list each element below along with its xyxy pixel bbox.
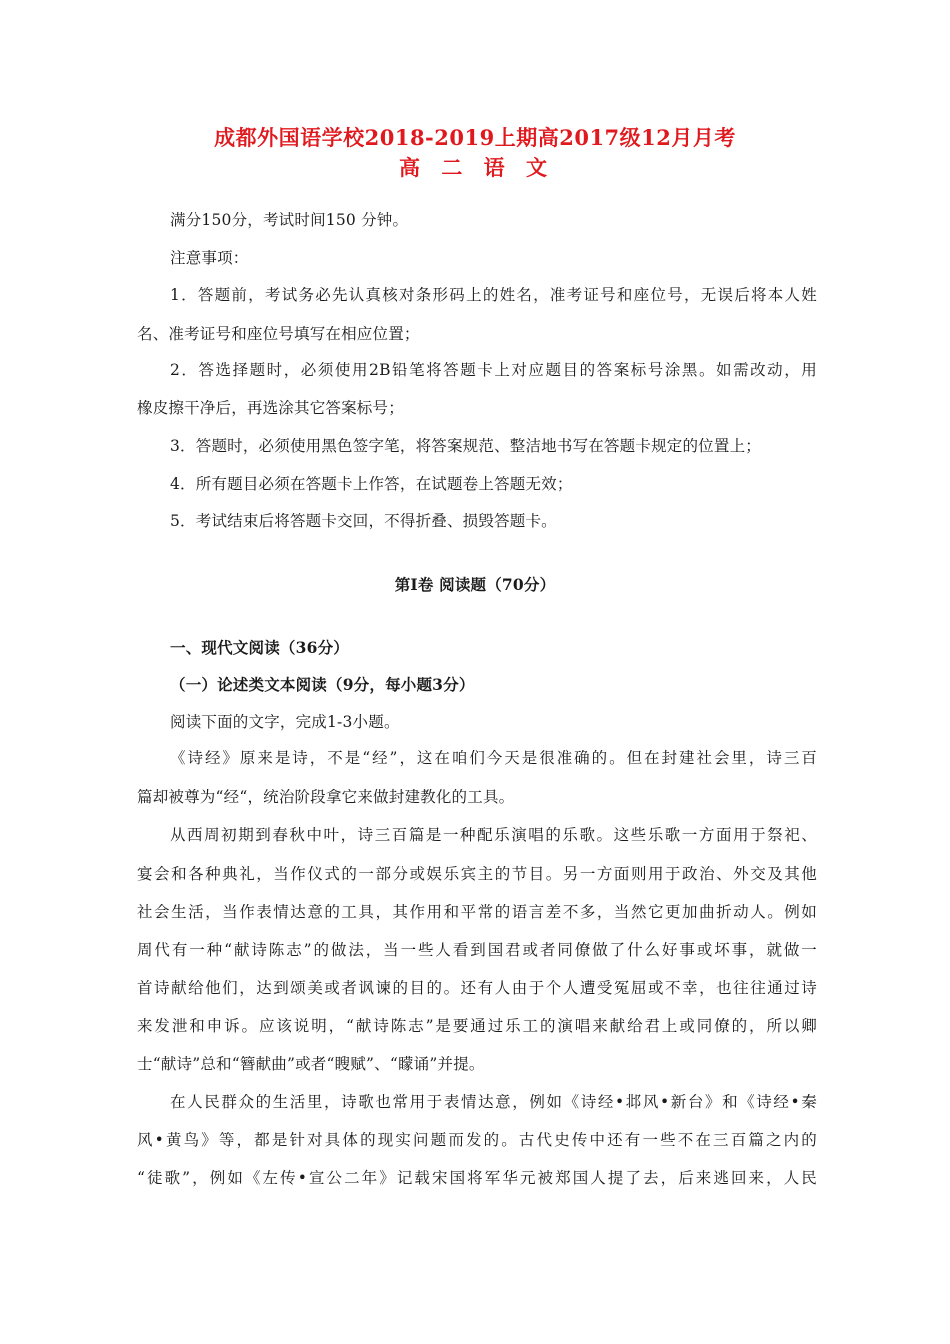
passage-paragraph-2-line-1: 从西周初期到春秋中叶，诗三百篇是一种配乐演唱的乐歌。这些乐歌一方面用于祭祀、 xyxy=(170,826,817,844)
reading-directions: 阅读下面的文字，完成1-3小题。 xyxy=(170,713,400,731)
volume-heading: 第Ⅰ卷 阅读题（70分） xyxy=(394,575,556,594)
passage-paragraph-2-line-6: 来发泄和申诉。应该说明，“献诗陈志”是要通过乐工的演唱来献给君上或同僚的，所以卿 xyxy=(137,1017,817,1035)
passage-paragraph-2-line-2: 宴会和各种典礼，当作仪式的一部分或娱乐宾主的节目。另一方面则用于政治、外交及其他 xyxy=(137,865,817,883)
part-heading: 一、现代文阅读（36分） xyxy=(170,638,349,657)
passage-paragraph-3-line-1: 在人民群众的生活里，诗歌也常用于表情达意，例如《诗经•邶风•新台》和《诗经•秦 xyxy=(170,1093,817,1111)
passage-paragraph-1-line-2: 篇却被尊为“经“，统治阶段拿它来做封建教化的工具。 xyxy=(137,788,515,806)
passage-paragraph-2-line-7: 士“献诗”总和“簪献曲”或者“瞍赋”、“矇诵”并提。 xyxy=(137,1055,485,1073)
subpart-heading: （一）论述类文本阅读（9分，每小题3分） xyxy=(170,675,475,694)
passage-paragraph-3-line-2: 风•黄鸟》等，都是针对具体的现实问题而发的。古代史传中还有一些不在三百篇之内的 xyxy=(137,1131,817,1149)
note-item-1-line-1: 1．答题前，考试务必先认真核对条形码上的姓名，准考证号和座位号，无误后将本人姓 xyxy=(170,286,817,304)
note-item-3: 3．答题时，必须使用黑色签字笔，将答案规范、整洁地书写在答题卡规定的位置上； xyxy=(170,437,761,455)
exam-subtitle: 高 二 语 文 xyxy=(399,155,551,180)
exam-title: 成都外国语学校2018-2019上期高2017级12月月考 xyxy=(214,125,736,150)
score-time-line: 满分150分，考试时间150 分钟。 xyxy=(170,211,409,229)
passage-paragraph-2-line-5: 首诗献给他们，达到颂美或者讽谏的目的。还有人由于个人遭受冤屈或不幸，也往往通过诗 xyxy=(137,979,817,997)
notes-heading: 注意事项： xyxy=(170,249,249,267)
note-item-5: 5．考试结束后将答题卡交回，不得折叠、损毁答题卡。 xyxy=(170,512,557,530)
note-item-2-line-2: 橡皮擦干净后，再选涂其它答案标号； xyxy=(137,399,404,417)
passage-paragraph-2-line-4: 周代有一种“献诗陈志”的做法，当一些人看到国君或者同僚做了什么好事或坏事，就做一 xyxy=(137,941,817,959)
note-item-1-line-2: 名、准考证号和座位号填写在相应位置； xyxy=(137,325,420,343)
passage-paragraph-3-line-3: “徒歌”，例如《左传•宣公二年》记载宋国将军华元被郑国人提了去，后来逃回来，人民 xyxy=(137,1169,817,1187)
note-item-2-line-1: 2．答选择题时，必须使用2B铅笔将答题卡上对应题目的答案标号涂黑。如需改动，用 xyxy=(170,361,817,379)
passage-paragraph-2-line-3: 社会生活，当作表情达意的工具，其作用和平常的语言差不多，当然它更加曲折动人。例如 xyxy=(137,903,817,921)
note-item-4: 4．所有题目必须在答题卡上作答，在试题卷上答题无效； xyxy=(170,475,573,493)
passage-paragraph-1-line-1: 《诗经》原来是诗，不是“经”，这在咱们今天是很准确的。但在封建社会里，诗三百 xyxy=(170,749,817,767)
